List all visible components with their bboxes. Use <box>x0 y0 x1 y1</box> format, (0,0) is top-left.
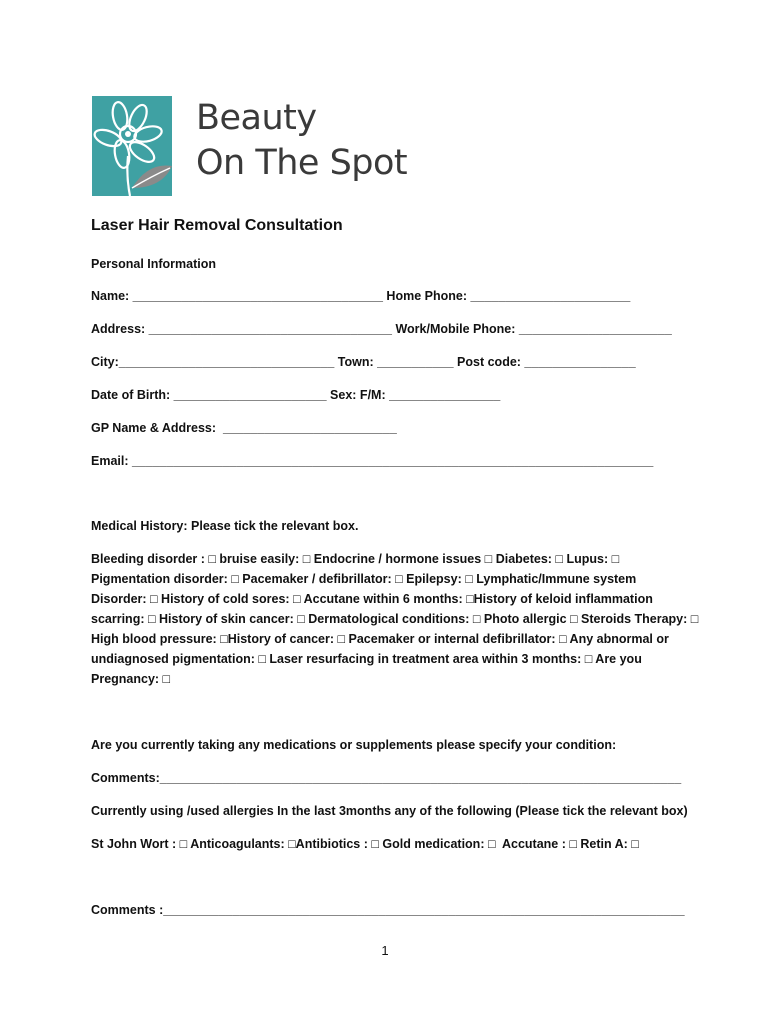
name-phone-line[interactable]: Name: ____________________________________ Home Phone: _______________________ <box>91 289 631 303</box>
allergies-checklist[interactable]: St John Wort : □ Anticoagulants: □Antibiotics : □ Gold medication: □ Accutane : □ Retin A: □ <box>91 837 639 851</box>
brand-name-line-1: Beauty <box>196 98 317 138</box>
comments-field-1[interactable]: Comments:___________________________________________________________________________ <box>91 771 682 785</box>
dob-sex-line[interactable]: Date of Birth: ______________________ Sex: F/M: ________________ <box>91 388 501 402</box>
medical-line-5[interactable]: High blood pressure: □History of cancer: □ Pacemaker or internal defibrillator: □ Any abnormal or <box>91 632 669 646</box>
brand-name-line-2: On The Spot <box>196 143 408 183</box>
comments-field-2[interactable]: Comments :___________________________________________________________________________ <box>91 903 685 917</box>
allergies-question: Currently using /used allergies In the last 3months any of the following (Please tick the relevant box) <box>91 804 688 818</box>
form-title: Laser Hair Removal Consultation <box>91 217 343 234</box>
medical-line-2[interactable]: Pigmentation disorder: □ Pacemaker / defibrillator: □ Epilepsy: □ Lymphatic/Immune system <box>91 572 637 586</box>
medical-line-1[interactable]: Bleeding disorder : □ bruise easily: □ Endocrine / hormone issues □ Diabetes: □ Lupus: □ <box>91 552 620 566</box>
medical-history-checklist[interactable] <box>91 549 699 689</box>
city-town-postcode-line[interactable]: City:_______________________________ Town: ___________ Post code: ________________ <box>91 355 636 369</box>
medical-line-3[interactable]: Disorder: □ History of cold sores: □ Accutane within 6 months: □History of keloid inflammation <box>91 592 653 606</box>
email-line[interactable]: Email: ___________________________________________________________________________ <box>91 454 654 468</box>
flower-logo-icon <box>92 96 172 196</box>
brand-name <box>196 96 407 186</box>
gp-name-address-line[interactable]: GP Name & Address: _________________________ <box>91 421 397 435</box>
medical-history-heading: Medical History: Please tick the relevant box. <box>91 519 359 533</box>
medical-line-4[interactable]: scarring: □ History of skin cancer: □ Dermatological conditions: □ Photo allergic □ Steroids Therapy: □ <box>91 612 699 626</box>
address-mobile-line[interactable]: Address: ___________________________________ Work/Mobile Phone: ______________________ <box>91 322 672 336</box>
personal-info-heading: Personal Information <box>91 257 217 271</box>
medications-question: Are you currently taking any medications or supplements please specify your condition: <box>91 738 617 752</box>
medical-line-7[interactable]: Pregnancy: □ <box>91 672 171 686</box>
page-number: 1 <box>381 943 389 958</box>
medical-line-6[interactable]: undiagnosed pigmentation: □ Laser resurfacing in treatment area within 3 months: □ Are you <box>91 652 642 666</box>
brand-logo <box>92 96 412 200</box>
